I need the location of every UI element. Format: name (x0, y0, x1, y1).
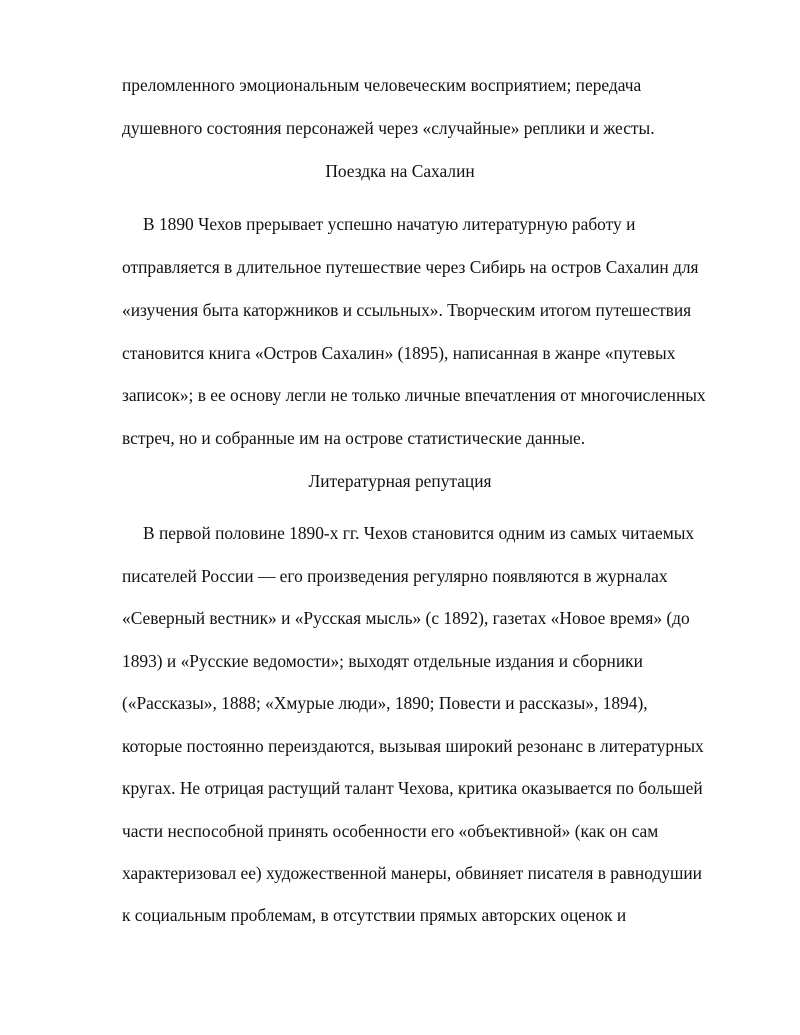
paragraph-line: становится книга «Остров Сахалин» (1895), написанная в жанре «путевых (122, 343, 676, 363)
paragraph-line: встреч, но и собранные им на острове статистические данные. (122, 428, 586, 448)
paragraph-line: душевного состояния персонажей через «случайные» реплики и жесты. (122, 118, 655, 138)
paragraph-line: В первой половине 1890-х гг. Чехов становится одним из самых читаемых (143, 523, 695, 543)
paragraph-line: характеризовал ее) художественной манеры, обвиняет писателя в равнодушии (122, 863, 702, 883)
paragraph-line: записок»; в ее основу легли не только личные впечатления от многочисленных (122, 385, 706, 405)
paragraph-line: части неспособной принять особенности его «объективной» (как он сам (122, 821, 659, 841)
section-heading-sakhalin: Поездка на Сахалин (325, 161, 475, 181)
paragraph-line: («Рассказы», 1888; «Хмурые люди», 1890; Повести и рассказы», 1894), (122, 693, 648, 713)
paragraph-line: В 1890 Чехов прерывает успешно начатую литературную работу и (143, 214, 636, 234)
paragraph-line: «Северный вестник» и «Русская мысль» (с 1892), газетах «Новое время» (до (122, 608, 690, 628)
paragraph-line: к социальным проблемам, в отсутствии прямых авторских оценок и (122, 905, 627, 925)
paragraph-line: «изучения быта каторжников и ссыльных». Творческим итогом путешествия (122, 300, 692, 320)
section-heading-reputation: Литературная репутация (308, 471, 492, 491)
paragraph-line: которые постоянно переиздаются, вызывая широкий резонанс в литературных (122, 736, 704, 756)
paragraph-line: преломленного эмоциональным человеческим восприятием; передача (122, 75, 642, 95)
paragraph-line: писателей России — его произведения регулярно появляются в журналах (122, 566, 668, 586)
paragraph-line: 1893) и «Русские ведомости»; выходят отдельные издания и сборники (122, 651, 643, 671)
paragraph-line: отправляется в длительное путешествие через Сибирь на остров Сахалин для (122, 257, 699, 277)
paragraph-line: кругах. Не отрицая растущий талант Чехова, критика оказывается по большей (122, 778, 703, 798)
